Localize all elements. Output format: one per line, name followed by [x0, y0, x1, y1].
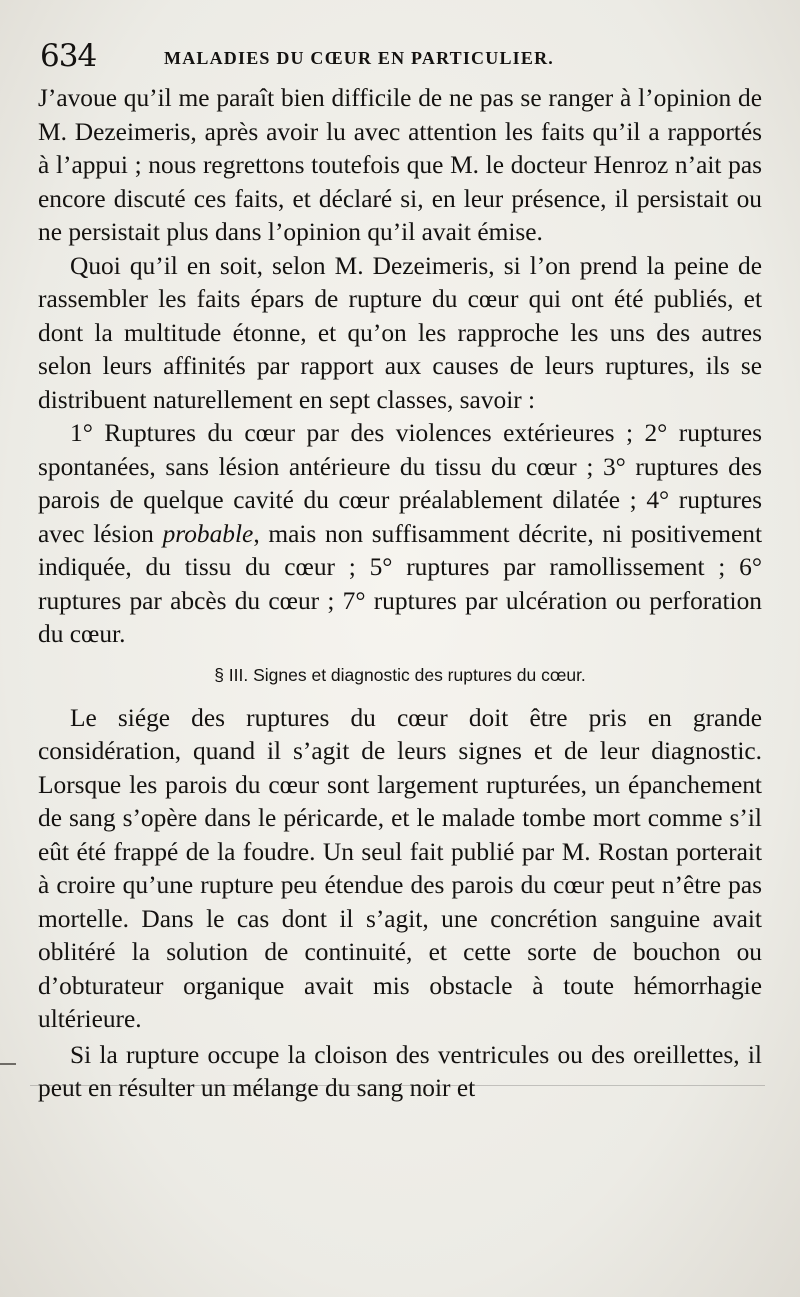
text-block [38, 82, 762, 1106]
page-number: 634 [40, 38, 97, 74]
paragraph-3-italic-word: probable [162, 519, 254, 548]
paragraph-3-text-b: , mais non suffisamment décrite, ni positivement indiquée, du tissu du cœur ; 5° ruptures par ramollissement ; 6° ruptures par abcès du cœur ; 7° ruptures par ulcération ou perforation du cœur. [38, 519, 762, 648]
paragraph-2: Quoi qu’il en soit, selon M. Dezeimeris, si l’on prend la peine de rassembler les faits épars de rupture du cœur qui ont été publiés, et dont la multitude étonne, et qu’on les rapproche les uns des autres selon leurs affinités par rapport aux causes de leurs ruptures, ils se distribuent naturellement en sept classes, savoir : [38, 251, 762, 414]
paragraph-3-classes [38, 417, 762, 652]
paragraph-5: Si la rupture occupe la cloison des ventricules ou des oreillettes, il peut en résulter un mélange du sang noir et [38, 1040, 762, 1102]
faint-line-artifact [30, 1085, 765, 1086]
section-title [38, 661, 762, 689]
running-head: MALADIES DU CŒUR EN PARTICULIER. [164, 48, 554, 68]
section-title-text: § III. Signes et diagnostic des ruptures du cœur. [214, 664, 586, 685]
page-header [38, 34, 762, 82]
paragraph-1: J’avoue qu’il me paraît bien difficile de ne pas se ranger à l’opinion de M. Dezeimeris, après avoir lu avec attention les faits qu’il a rapportés à l’appui ; nous regrettons toutefois que M. le docteur Henroz n’ait pas encore discuté ces faits, et déclaré si, en leur présence, il persistait ou ne persistait plus dans l’opinion qu’il avait émise. [38, 84, 762, 246]
margin-mark [0, 1063, 16, 1065]
paragraph-4: Le siége des ruptures du cœur doit être pris en grande considération, quand il s’agit de leurs signes et de leur diagnostic. Lorsque les parois du cœur sont largement rupturées, un épanchement de sang s’opère dans le péricarde, et le malade tombe mort comme s’il eût été frappé de la foudre. Un seul fait publié par M. Rostan porterait à croire qu’une rupture peu étendue des parois du cœur peut n’être pas mortelle. Dans le cas dont il s’agit, une concrétion sanguine avait oblitéré la solution de continuité, et cette sorte de bouchon ou d’obturateur organique avait mis obstacle à toute hémorrhagie ultérieure. [38, 703, 762, 1033]
paragraph-3-text-a: 1° Ruptures du cœur par des violences extérieures ; 2° ruptures spontanées, sans lésion antérieure du tissu du cœur ; 3° ruptures des parois de quelque cavité du cœur préalablement dilatée ; 4° ruptures avec lésion [38, 419, 762, 548]
